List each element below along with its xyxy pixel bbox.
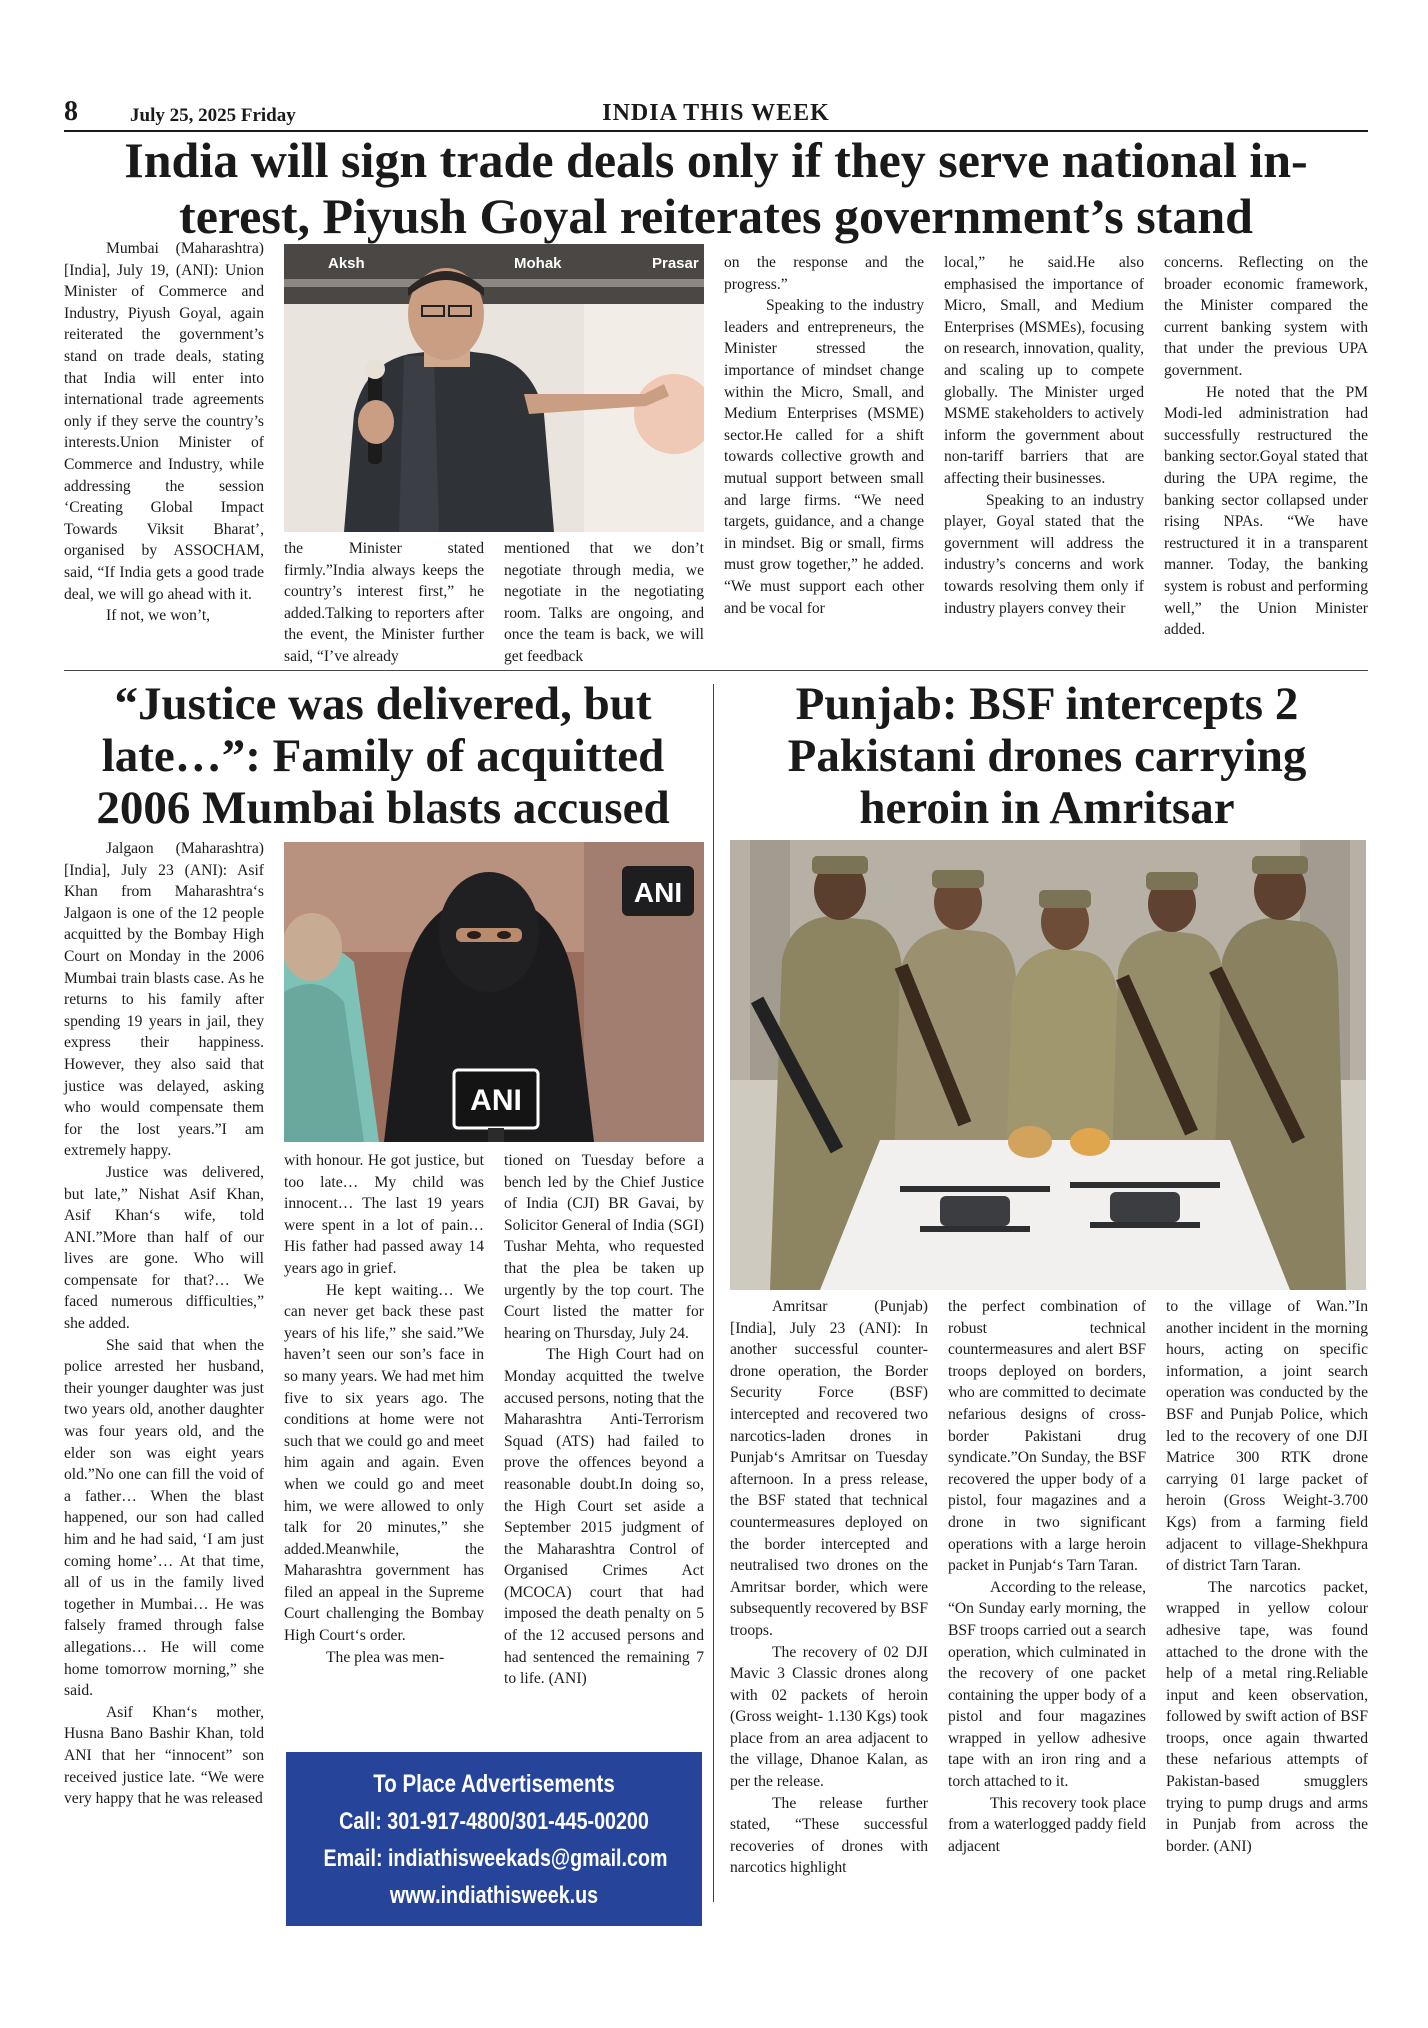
ad-phone: Call: 301-917-4800/301-445-00200 [339, 1808, 649, 1835]
article1-column-6 [1164, 252, 1368, 641]
ani-logo: ANI [633, 877, 683, 908]
publication-title: INDIA THIS WEEK [602, 100, 830, 126]
article1-column-3 [504, 538, 704, 668]
article3-column-2 [948, 1296, 1146, 1857]
article3-paragraph: to the village of Wan.”In another incident in the morning hours, acting on specific information, a joint search operation was conducted by the BSF and Punjab Police, which led to the recovery of one DJI Matrice 300 RTK drone carrying 01 large packet of heroin (Gross Weight-3.700 Kgs) from a farming field adjacent to village-Shekhpura of district Tarn Taran. [1166, 1298, 1368, 1575]
article1-paragraph: Mumbai (Maharashtra) [India], July 19, (ANI): Union Minister of Commerce and Industry, Piyush Goyal, again reiterated the government’s stand on trade deals, stating that India will enter into international trade agreements only if they serve the country’s interests.Union Minister of Commerce and Industry, while addressing the session ‘Creating Global Impact Towards Viksit Bharat’, organised by ASSOCHAM, said, “If India gets a good trade deal, we will go ahead with it. [64, 240, 264, 603]
article3-column-1 [730, 1296, 928, 1879]
article3-paragraph: This recovery took place from a waterlogged paddy field adjacent [948, 1794, 1146, 1855]
article2-headline-line1: “Justice was delivered, but [114, 678, 652, 730]
article1-paragraph: Speaking to the industry leaders and entrepreneurs, the Minister stressed the importance of mindset change within the Micro, Small, and Medium Enterprises (MSME) sector.He called for a shift towards collective growth and mutual support between small and large firms. “We need targets, guidance, and a change in mindset. Big or small, firms must grow together,” he added. “We must support each other and be vocal for [724, 297, 924, 617]
article1-paragraph: local,” he said.He also emphasised the importance of Micro, Small, and Medium Enterprises (MSMEs), focusing on research, innovation, quality, and scaling up to compete globally. The Minister urged MSME stakeholders to actively inform the government about non-tariff barriers that are affecting their businesses. [944, 254, 1144, 487]
article2-paragraph: with honour. He got justice, but too late… My child was innocent… The last 19 years were spent in a lot of pain… His father had passed away 14 years ago in grief. [284, 1152, 484, 1277]
article1-headline [64, 132, 1368, 244]
article2-paragraph: Justice was delivered, but late,” Nishat Asif Khan, Asif Khan‘s wife, told ANI.”More than half of our lives are gone. Who will compensate for that?… We faced numerous difficulties,” she added. [64, 1163, 264, 1333]
article2-paragraph: He kept waiting… We can never get back these past years of his life,” she said.”We haven’t seen our son’s face in so many years. We had met him five to six years ago. The conditions at home were not such that we could go and meet him again and again. Even when we could go and meet him, we were allowed to only talk for 20 minutes,” she added.Meanwhile, the Maharashtra government has filed an appeal in the Supreme Court challenging the Bombay High Court‘s order. [284, 1281, 484, 1645]
article3-paragraph: Amritsar (Punjab) [India], July 23 (ANI): In another successful counter-drone operation, the Border Security Force (BSF) intercepted and recovered two narcotics-laden drones in Punjab‘s Amritsar on Tuesday afternoon. In a press release, the BSF stated that technical countermeasures deployed on the border intercepted and neutralised two drones on the Amritsar border, which were subsequently recovered by BSF troops. [730, 1298, 928, 1639]
article1-headline-line2: terest, Piyush Goyal reiterates government’s stand [179, 188, 1253, 244]
article2-paragraph: Asif Khan‘s mother, Husna Bano Bashir Khan, told ANI that her “innocent” son received justice late. “We were very happy that he was released [64, 1703, 264, 1808]
article2-headline [64, 678, 702, 834]
article3-headline-line3: heroin in Amritsar [859, 782, 1235, 834]
article1-paragraph: the Minister stated firmly.”India always keeps the country’s interest first,” he added.Talking to reporters after the event, the Minister further said, “I’ve already [284, 540, 484, 665]
article2-headline-line3: 2006 Mumbai blasts accused [96, 782, 670, 834]
advertisement-box [286, 1752, 702, 1926]
article3-paragraph: The release further stated, “These successful recoveries of drones with narcotics highlight [730, 1794, 928, 1877]
article1-column-1 [64, 238, 264, 627]
column-divider [713, 684, 714, 1902]
article2-column-1 [64, 838, 264, 1810]
piyush-goyal-photo [284, 244, 704, 532]
masthead [64, 96, 1368, 132]
ad-email: Email: indiathisweekads@gmail.com [323, 1845, 668, 1872]
article2-paragraph: tioned on Tuesday before a bench led by the Chief Justice of India (CJI) BR Gavai, by Solicitor General of India (SGI) Tushar Mehta, who requested that the plea be taken up urgently by the top court. The Court listed the matter for hearing on Thursday, July 24. [504, 1152, 704, 1342]
article3-headline [726, 678, 1368, 834]
page-number: 8 [64, 96, 78, 127]
article2-column-2 [284, 1150, 484, 1668]
article3-paragraph: The narcotics packet, wrapped in yellow colour adhesive tape, was found attached to the drone with the help of a metal ring.Reliable input and keen observation, followed by swift action of BSF troops, once again thwarted these nefarious attempts of Pakistan-based smugglers trying to pump drugs and arms in Punjab from across the border. (ANI) [1166, 1578, 1368, 1855]
article2-paragraph: She said that when the police arrested her husband, their younger daughter was just two years old, another daughter was four years old, and the elder son was eight years old.”No one can fill the void of a father… When the blast happened, our son had called him and he had said, ‘I am just coming home’… At that time, all of us in the family lived together in Mumbai… He was falsely framed through false allegations… He will come home tomorrow morning,” she said. [64, 1336, 264, 1700]
ani-mic-logo: ANI [470, 1084, 522, 1117]
article1-paragraph: If not, we won’t, [106, 607, 211, 625]
family-interview-photo [284, 842, 704, 1142]
article1-headline-line1: India will sign trade deals only if they serve national in- [124, 132, 1308, 188]
article2-paragraph: The High Court had on Monday acquitted the twelve accused persons, noting that the Maharashtra Anti-Terrorism Squad (ATS) had failed to prove the offences beyond a reasonable doubt.In doing so, the High Court set aside a September 2015 judgment of the Maharashtra Control of Organised Crimes Act (MCOCA) court that had imposed the death penalty on 5 of the 12 accused persons and had sentenced the remaining 7 to life. (ANI) [504, 1346, 704, 1688]
banner-word: Mohak [514, 255, 562, 272]
issue-date: July 25, 2025 Friday [130, 105, 296, 126]
section-divider [64, 670, 1368, 671]
ad-website: www.indiathisweek.us [389, 1882, 599, 1909]
article3-headline-line2: Pakistani drones carrying [787, 730, 1307, 782]
article1-paragraph: on the response and the progress.” [724, 254, 924, 293]
banner-word: Aksh [328, 255, 365, 272]
article3-paragraph: The recovery of 02 DJI Mavic 3 Classic drones along with 02 packets of heroin (Gross weight- 1.130 Kgs) took place from an area adjacent to the village, Dhanoe Kalan, as per the release. [730, 1643, 928, 1791]
article1-column-4 [724, 252, 924, 619]
bsf-troops-photo [730, 840, 1366, 1290]
ad-heading: To Place Advertisements [373, 1770, 615, 1798]
article1-paragraph: Speaking to an industry player, Goyal stated that the government will address the industry’s concerns and work towards resolving them only if industry players convey their [944, 491, 1144, 617]
article3-headline-line1: Punjab: BSF intercepts 2 [795, 678, 1299, 730]
banner-word: Prasar [652, 255, 699, 272]
article2-paragraph: Jalgaon (Maharashtra) [India], July 23 (ANI): Asif Khan from Maharashtra‘s Jalgaon is one of the 12 people acquitted by the Bombay High Court on Monday in the 2006 Mumbai train blasts case. As he returns to his family after spending 19 years in jail, they express their happiness. However, they also said that justice was delayed, asking who would compensate them for the lost years.”I am extremely happy. [64, 840, 264, 1160]
article1-paragraph: concerns. Reflecting on the broader economic framework, the Minister compared the current banking system with that under the previous UPA government. [1164, 254, 1368, 379]
article1-column-5 [944, 252, 1144, 619]
article2-column-3 [504, 1150, 704, 1690]
article1-column-2 [284, 538, 484, 668]
article3-paragraph: the perfect combination of robust technical countermeasures and alert BSF troops deployed on borders, who are committed to decimate nefarious designs of cross-border Pakistani drug syndicate.”On Sunday, the BSF recovered the upper body of a pistol, four magazines and a drone in two significant operations with a large heroin packet in Punjab‘s Tarn Taran. [948, 1298, 1146, 1575]
article1-paragraph: He noted that the PM Modi-led administration had successfully restructured the banking sector.Goyal stated that during the UPA regime, the banking sector collapsed under rising NPAs. “We have restructured it in a transparent manner. Today, the banking system is robust and performing well,” the Union Minister added. [1164, 383, 1368, 639]
article2-paragraph: The plea was men- [326, 1648, 445, 1666]
article2-headline-line2: late…”: Family of acquitted [101, 730, 665, 782]
article3-paragraph: According to the release, “On Sunday early morning, the BSF troops carried out a search operation, which culminated in the recovery of one packet containing the upper body of a pistol and four magazines wrapped in yellow adhesive tape with an iron ring and a torch attached to it. [948, 1578, 1146, 1791]
article3-column-3 [1166, 1296, 1368, 1857]
article1-paragraph: mentioned that we don’t negotiate through media, we negotiate in the negotiating room. Talks are ongoing, and once the team is back, we will get feedback [504, 540, 704, 665]
